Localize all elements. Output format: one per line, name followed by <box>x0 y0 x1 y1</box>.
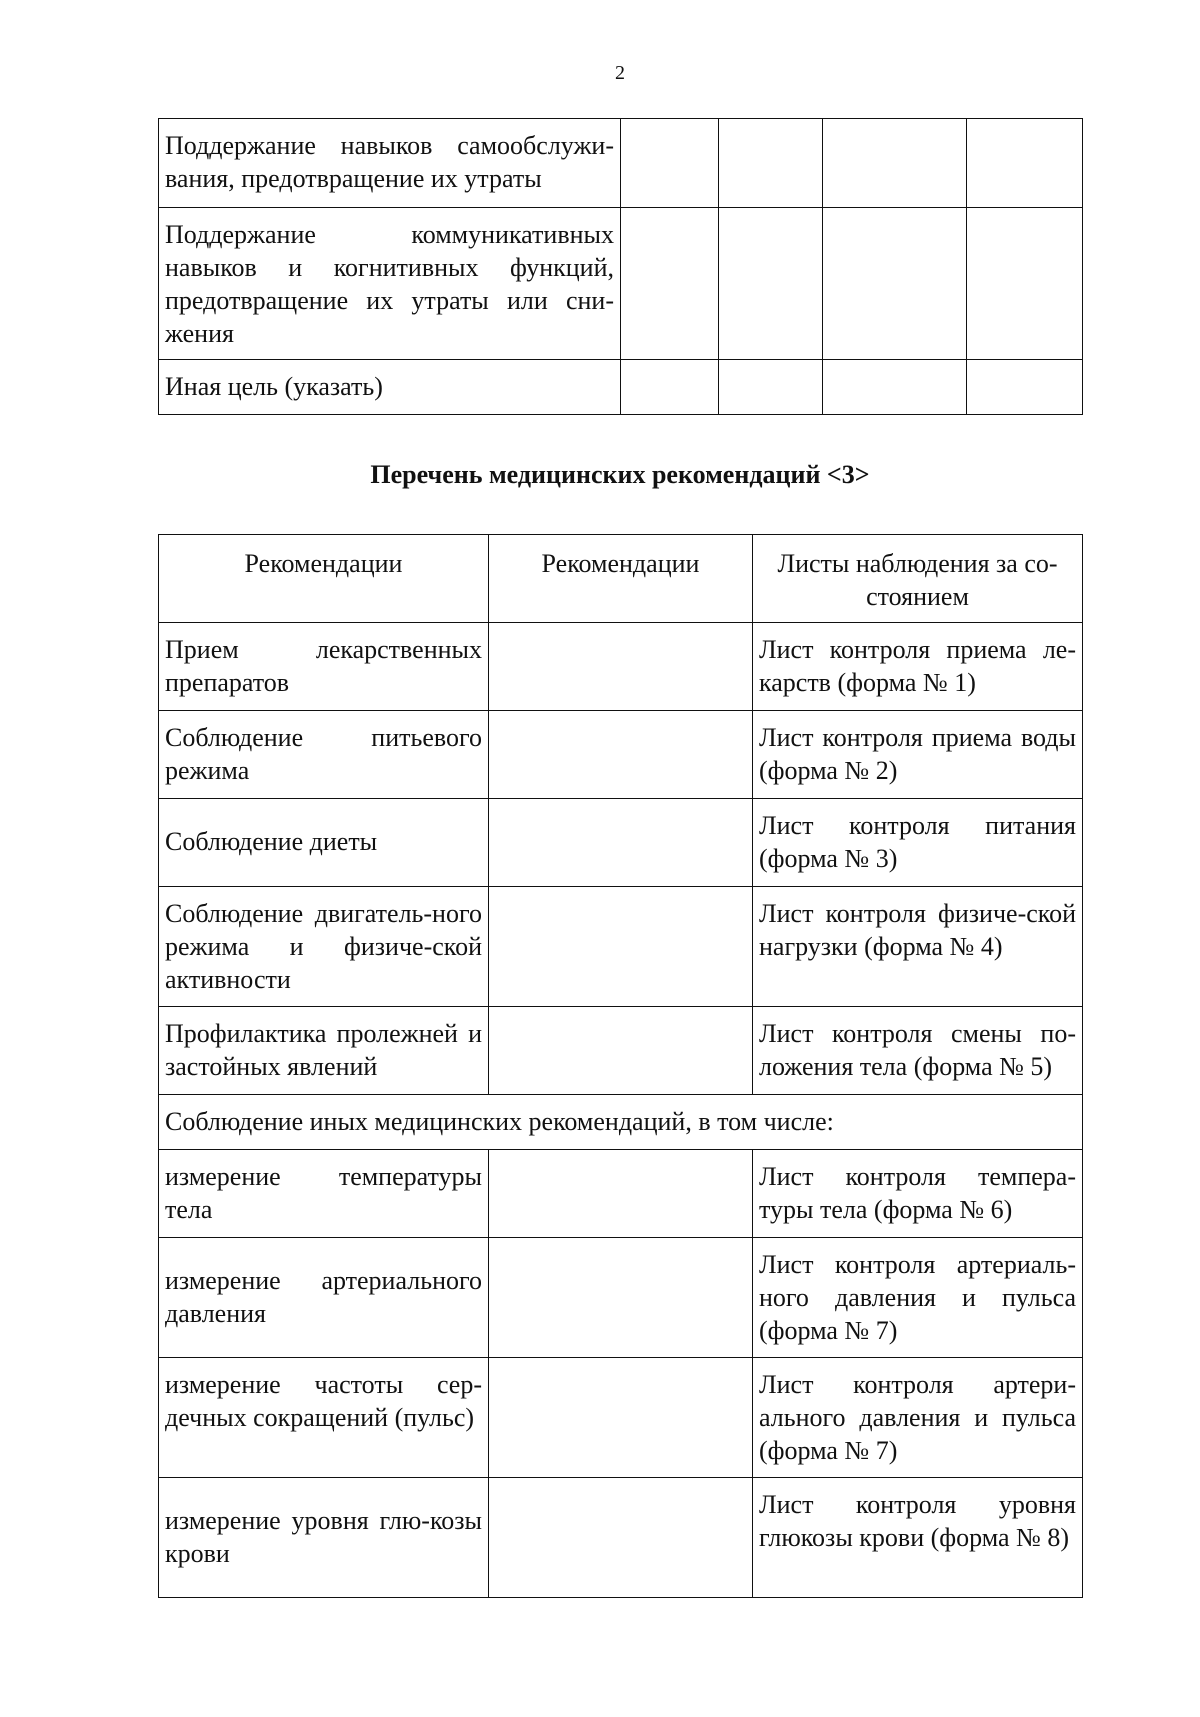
goal-cell[interactable] <box>621 119 719 208</box>
details-cell[interactable] <box>489 1150 753 1238</box>
sheet-cell: Лист контроля питания (форма № 3) <box>753 799 1083 887</box>
goal-cell[interactable] <box>967 360 1083 415</box>
table-row <box>159 623 1083 711</box>
recommendation-cell: измерение артериального давления <box>159 1238 489 1358</box>
goal-cell[interactable] <box>967 119 1083 208</box>
sheet-cell: Лист контроля уровня глюкозы крови (форма № 8) <box>753 1478 1083 1598</box>
section-title: Перечень медицинских рекомендаций <3> <box>370 460 870 489</box>
recommendations-table <box>158 534 1083 1598</box>
goal-label: Поддержание коммуникативных навыков и когнитивных функций, предотвращение их утраты или сни-жения <box>159 208 621 360</box>
goal-cell[interactable] <box>823 208 967 360</box>
details-cell[interactable] <box>489 1007 753 1095</box>
goal-label: Поддержание навыков самообслужи-вания, предотвращение их утраты <box>159 119 621 208</box>
details-cell[interactable] <box>489 623 753 711</box>
recommendation-cell: Соблюдение диеты <box>159 799 489 887</box>
table-row <box>159 1238 1083 1358</box>
subsection-label: Соблюдение иных медицинских рекомендаций, в том числе: <box>159 1095 1083 1150</box>
goal-cell[interactable] <box>967 208 1083 360</box>
table-row <box>159 208 1083 360</box>
table-row <box>159 119 1083 208</box>
goal-cell[interactable] <box>719 208 823 360</box>
details-cell[interactable] <box>489 799 753 887</box>
table-row <box>159 1150 1083 1238</box>
goal-cell[interactable] <box>621 360 719 415</box>
recommendation-cell: Соблюдение двигатель-ного режима и физиче-ской активности <box>159 887 489 1007</box>
table-header-row <box>159 535 1083 623</box>
header-observation-sheets: Листы наблюдения за со-стоянием <box>753 535 1083 623</box>
sheet-cell: Лист контроля физиче-ской нагрузки (форма № 4) <box>753 887 1083 1007</box>
goal-cell[interactable] <box>719 360 823 415</box>
table-row <box>159 887 1083 1007</box>
recommendation-cell: Прием лекарственных препаратов <box>159 623 489 711</box>
goal-cell[interactable] <box>823 119 967 208</box>
sheet-cell: Лист контроля темпера-туры тела (форма № 6) <box>753 1150 1083 1238</box>
details-cell[interactable] <box>489 711 753 799</box>
goal-cell[interactable] <box>719 119 823 208</box>
goals-table <box>158 118 1083 415</box>
details-cell[interactable] <box>489 1358 753 1478</box>
table-row <box>159 799 1083 887</box>
table-row <box>159 1358 1083 1478</box>
sheet-cell: Лист контроля приема ле-карств (форма № 1) <box>753 623 1083 711</box>
recommendation-cell: Соблюдение питьевого режима <box>159 711 489 799</box>
table-row <box>159 1478 1083 1598</box>
recommendation-cell: измерение температуры тела <box>159 1150 489 1238</box>
details-cell[interactable] <box>489 1238 753 1358</box>
goal-cell[interactable] <box>621 208 719 360</box>
sheet-cell: Лист контроля приема воды (форма № 2) <box>753 711 1083 799</box>
sheet-cell: Лист контроля артериаль-ного давления и пульса (форма № 7) <box>753 1238 1083 1358</box>
goal-label: Иная цель (указать) <box>159 360 621 415</box>
recommendation-cell: измерение частоты сер-дечных сокращений (пульс) <box>159 1358 489 1478</box>
page-number: 2 <box>615 62 625 84</box>
goal-cell[interactable] <box>823 360 967 415</box>
sheet-cell: Лист контроля артери-ального давления и пульса (форма № 7) <box>753 1358 1083 1478</box>
subsection-row <box>159 1095 1083 1150</box>
recommendation-cell: измерение уровня глю-козы крови <box>159 1478 489 1598</box>
table-row <box>159 360 1083 415</box>
header-recommendations: Рекомендации <box>159 535 489 623</box>
sheet-cell: Лист контроля смены по-ложения тела (форма № 5) <box>753 1007 1083 1095</box>
table-row <box>159 711 1083 799</box>
header-recommendations-details: Рекомендации <box>489 535 753 623</box>
recommendation-cell: Профилактика пролежней и застойных явлений <box>159 1007 489 1095</box>
table-row <box>159 1007 1083 1095</box>
details-cell[interactable] <box>489 887 753 1007</box>
details-cell[interactable] <box>489 1478 753 1598</box>
